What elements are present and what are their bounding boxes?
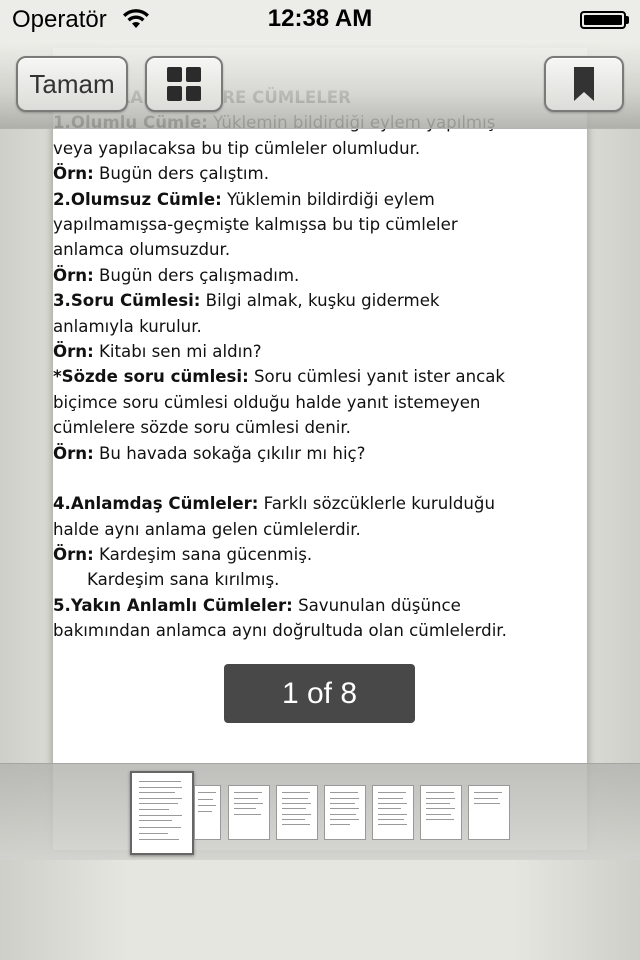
doc-line-5: 3.Soru Cümlesi: Bilgi almak, kuşku gidermek anlamıyla kurulur.	[53, 291, 440, 336]
thumbnail-page-8[interactable]	[468, 785, 510, 840]
doc-line-1: veya yapılacaksa bu tip cümleler olumludur.	[53, 138, 421, 158]
doc-line-6: Örn: Kitabı sen mi aldın?	[53, 342, 262, 362]
battery-tip	[626, 16, 629, 24]
thumbnail-page-3[interactable]	[228, 785, 270, 840]
doc-line-8: Örn: Bu havada sokağa çıkılır mı hiç?	[53, 443, 366, 463]
battery-icon	[580, 11, 626, 29]
page-indicator: 1 of 8	[224, 664, 415, 723]
bookmark-button[interactable]	[544, 56, 624, 112]
doc-line-10: Örn: Kardeşim sana gücenmiş.	[53, 544, 313, 564]
doc-line-7: *Sözde soru cümlesi: Soru cümlesi yanıt ister ancak biçimce soru cümlesi olduğu halde yanıt istemeyen cümlelere sözde soru cümlesi denir.	[53, 367, 506, 438]
document-text	[53, 85, 513, 644]
status-time: 12:38 AM	[267, 5, 373, 32]
thumbnail-page-4[interactable]	[276, 785, 318, 840]
status-bar	[0, 0, 640, 40]
doc-line-2: Örn: Bugün ders çalıştım.	[53, 164, 269, 184]
carrier-label: Operatör	[12, 6, 107, 33]
doc-line-3: 2.Olumsuz Cümle: Yüklemin bildirdiği eylem yapılmamışsa-geçmişte kalmışsa bu tip cümleler anlamca olumsuzdur.	[53, 189, 458, 260]
grid-icon	[167, 67, 201, 101]
bookmark-icon	[573, 66, 595, 102]
thumbnail-page-1[interactable]	[130, 771, 194, 855]
thumbnail-grid-button[interactable]	[145, 56, 223, 112]
doc-line-4: Örn: Bugün ders çalışmadım.	[53, 265, 300, 285]
doc-line-11: Kardeşim sana kırılmış.	[87, 570, 280, 590]
bottom-background	[0, 860, 640, 960]
top-toolbar	[0, 40, 640, 129]
thumbnail-page-5[interactable]	[324, 785, 366, 840]
doc-line-9: 4.Anlamdaş Cümleler: Farklı sözcüklerle kurulduğu halde aynı anlama gelen cümlelerdir.	[53, 494, 495, 539]
thumbnail-page-6[interactable]	[372, 785, 414, 840]
done-button[interactable]: Tamam	[16, 56, 128, 112]
thumbnail-page-2[interactable]	[194, 785, 221, 840]
thumbnail-page-7[interactable]	[420, 785, 462, 840]
doc-line-12: 5.Yakın Anlamlı Cümleler: Savunulan düşünce bakımından anlamca aynı doğrultuda olan cümlelerdir.	[53, 595, 507, 641]
thumbnail-bar	[0, 763, 640, 860]
